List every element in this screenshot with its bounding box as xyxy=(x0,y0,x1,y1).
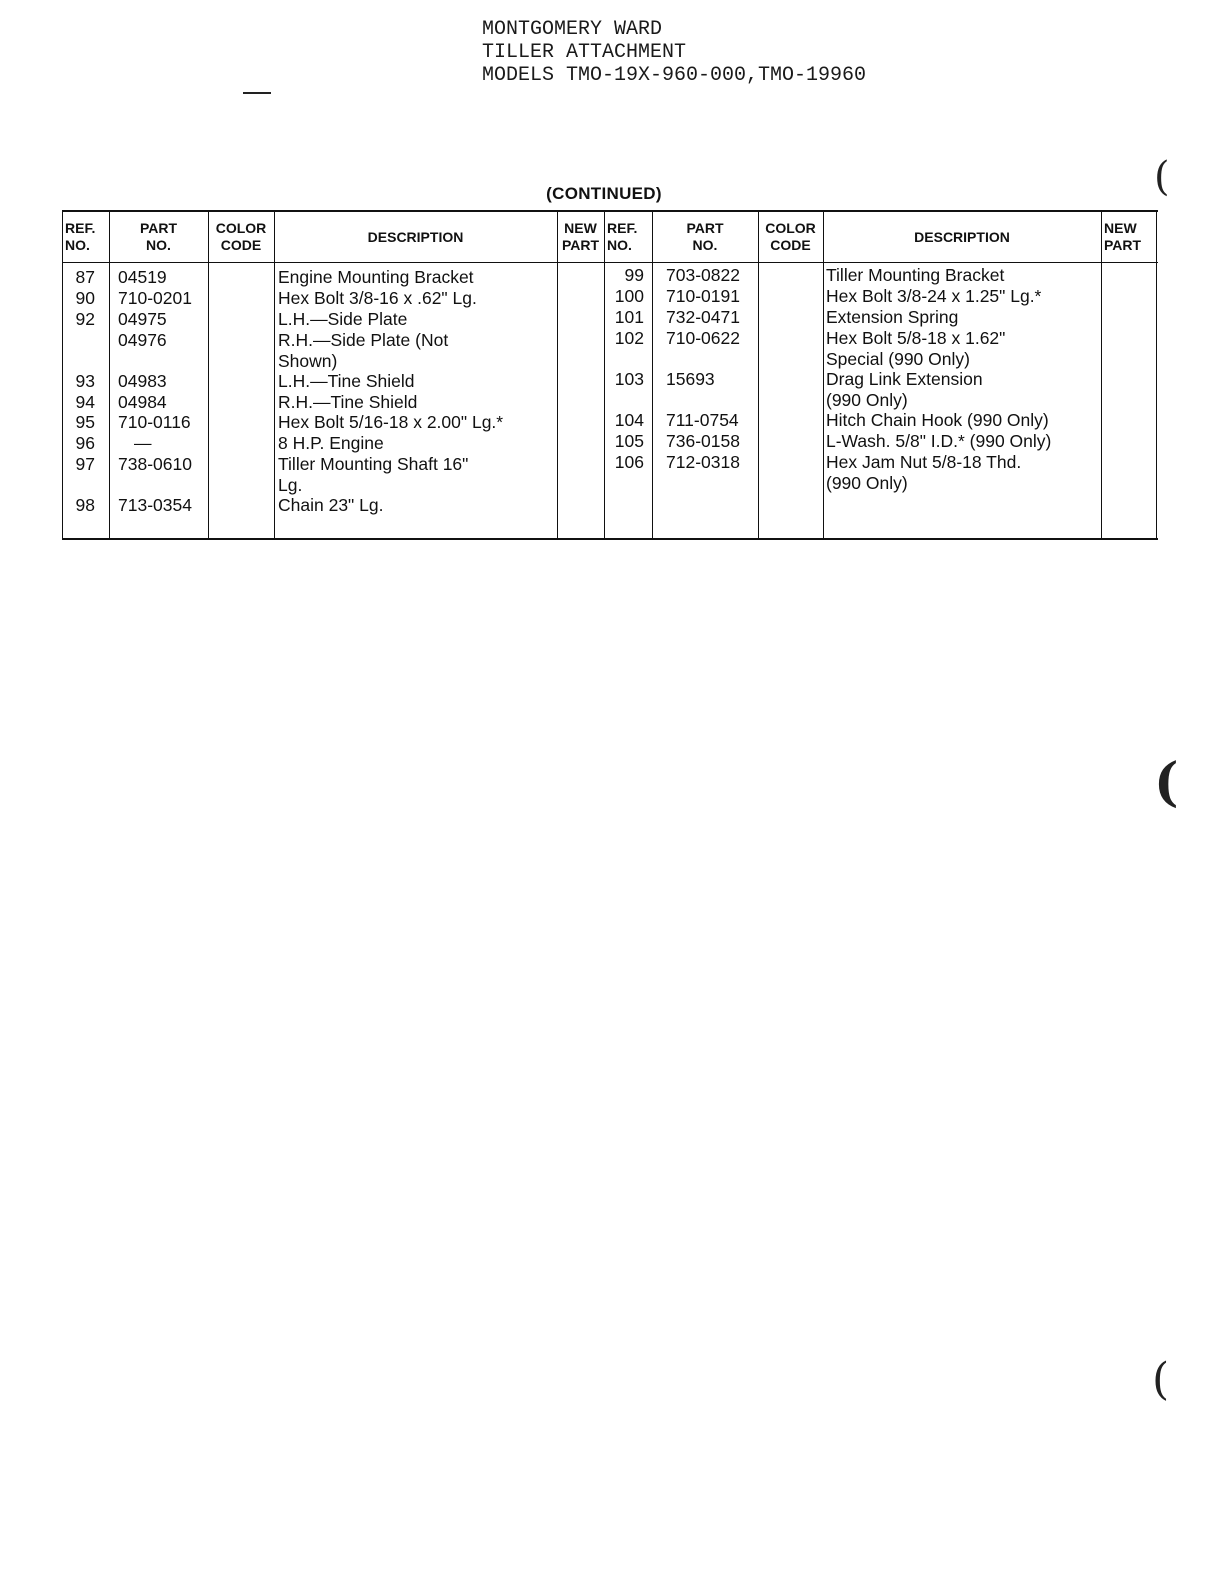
part-no: 712-0318 xyxy=(666,452,740,472)
parts-table xyxy=(62,210,1158,540)
binder-hole-mark: ( xyxy=(1152,1354,1170,1405)
ref-no: 100 xyxy=(614,286,644,306)
part-no: 710-0116 xyxy=(118,412,191,432)
part-no: 703-0822 xyxy=(666,265,740,285)
col-header-part: PART NO. xyxy=(686,220,724,253)
part-no: 736-0158 xyxy=(666,431,740,451)
ref-no: 105 xyxy=(614,431,644,451)
part-no: 710-0201 xyxy=(118,288,192,308)
description: Hex Jam Nut 5/8-18 Thd. (990 Only) xyxy=(826,452,1022,493)
col-header-new-part: NEW PART xyxy=(561,220,600,253)
ref-no: 106 xyxy=(614,452,644,472)
description: R.H.—Tine Shield xyxy=(278,392,418,412)
part-no: 711-0754 xyxy=(666,410,739,430)
col-header-part: PART NO. xyxy=(139,220,178,253)
header-line-2: TILLER ATTACHMENT xyxy=(482,41,687,64)
col-header-color: COLOR CODE xyxy=(215,220,267,253)
description: Hex Bolt 3/8-16 x .62" Lg. xyxy=(278,288,477,308)
description: Chain 23" Lg. xyxy=(278,495,384,515)
header-line-3: MODELS TMO-19X-960-000,TMO-19960 xyxy=(482,64,867,87)
ref-no: 99 xyxy=(624,265,644,285)
ref-no: 96 xyxy=(75,433,95,453)
document-header xyxy=(482,18,866,87)
part-no: 04976 xyxy=(118,330,167,350)
part-no: 04984 xyxy=(118,392,167,412)
description: R.H.—Side Plate (Not Shown) xyxy=(278,330,449,371)
description: 8 H.P. Engine xyxy=(278,433,384,453)
col-header-description: DESCRIPTION xyxy=(914,228,1010,245)
ref-no: 98 xyxy=(75,495,95,515)
binder-hole-mark: ( xyxy=(1154,154,1170,200)
description: Engine Mounting Bracket xyxy=(278,267,474,287)
col-header-new-part: NEW PART xyxy=(1104,220,1142,253)
col-header-ref: REF. NO. xyxy=(65,220,96,253)
header-line-1: MONTGOMERY WARD xyxy=(482,18,663,41)
description: Hitch Chain Hook (990 Only) xyxy=(826,410,1049,430)
col-header-description: DESCRIPTION xyxy=(367,228,464,245)
ref-no: 92 xyxy=(75,309,95,329)
header-rule xyxy=(62,262,1158,263)
part-no: 710-0622 xyxy=(666,328,740,348)
description: L-Wash. 5/8" I.D.* (990 Only) xyxy=(826,431,1052,451)
col-header-color: COLOR CODE xyxy=(765,220,816,253)
description: Hex Bolt 3/8-24 x 1.25" Lg.* xyxy=(826,286,1042,306)
binder-hole-mark: ( xyxy=(1154,752,1179,813)
stray-dash-mark xyxy=(243,92,271,94)
ref-no: 94 xyxy=(75,392,95,412)
description: L.H.—Tine Shield xyxy=(278,371,415,391)
description: Hex Bolt 5/16-18 x 2.00" Lg.* xyxy=(278,412,504,432)
part-no: 738-0610 xyxy=(118,454,192,474)
ref-no: 103 xyxy=(614,369,644,389)
part-no: — xyxy=(134,433,152,453)
part-no: 04519 xyxy=(118,267,167,287)
description: Drag Link Extension (990 Only) xyxy=(826,369,983,410)
ref-no: 97 xyxy=(75,454,95,474)
ref-no: 93 xyxy=(75,371,95,391)
description: Tiller Mounting Shaft 16" Lg. xyxy=(278,454,469,495)
col-header-ref: REF. NO. xyxy=(607,220,638,253)
part-no: 710-0191 xyxy=(666,286,740,306)
ref-no: 90 xyxy=(75,288,95,308)
ref-no: 104 xyxy=(614,410,644,430)
description: Extension Spring xyxy=(826,307,959,327)
ref-no: 95 xyxy=(75,412,95,432)
ref-no: 87 xyxy=(75,267,95,287)
description: Hex Bolt 5/8-18 x 1.62" Special (990 Only) xyxy=(826,328,1006,369)
ref-no: 102 xyxy=(614,328,644,348)
part-no: 04975 xyxy=(118,309,167,329)
ref-no: 101 xyxy=(614,307,644,327)
continued-label: (CONTINUED) xyxy=(546,184,662,203)
part-no: 713-0354 xyxy=(118,495,192,515)
description: Tiller Mounting Bracket xyxy=(826,265,1005,285)
description: L.H.—Side Plate xyxy=(278,309,408,329)
part-no: 732-0471 xyxy=(666,307,740,327)
part-no: 04983 xyxy=(118,371,167,391)
part-no: 15693 xyxy=(666,369,715,389)
